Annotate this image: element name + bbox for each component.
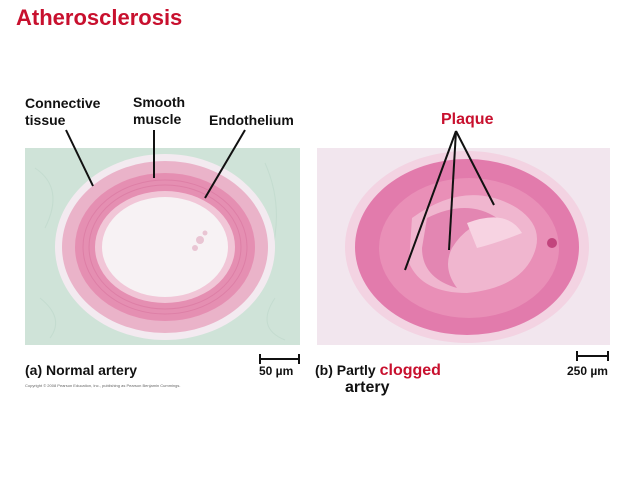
copyright-notice: Copyright © 2008 Pearson Education, Inc., publishing as Pearson Benjamin Cummings. <box>25 383 181 388</box>
label-connective-tissue: Connective tissue <box>25 95 101 128</box>
caption-letter-a: (a) <box>25 362 43 378</box>
caption-highlight-b: clogged <box>379 362 441 379</box>
connective-tissue-pointer <box>66 130 93 186</box>
caption-prefix-b: Partly <box>336 362 376 378</box>
scale-bar-right <box>576 351 609 361</box>
endothelium-pointer <box>205 130 245 198</box>
scale-bar-left <box>259 354 300 364</box>
plaque-pointer-right <box>456 131 494 205</box>
page-title: Atherosclerosis <box>16 5 183 30</box>
label-smooth-muscle: Smooth muscle <box>133 94 186 127</box>
scale-label-left: 50 µm <box>259 364 294 378</box>
scale-label-right: 250 µm <box>567 364 608 378</box>
caption-text-a: Normal artery <box>46 362 138 378</box>
caption-line2-b: artery <box>345 379 390 396</box>
label-endothelium: Endothelium <box>209 112 294 128</box>
caption-normal-artery <box>25 362 137 378</box>
label-plaque: Plaque <box>441 111 494 128</box>
caption-clogged-artery <box>315 362 485 380</box>
caption-letter-b: (b) <box>315 362 333 378</box>
